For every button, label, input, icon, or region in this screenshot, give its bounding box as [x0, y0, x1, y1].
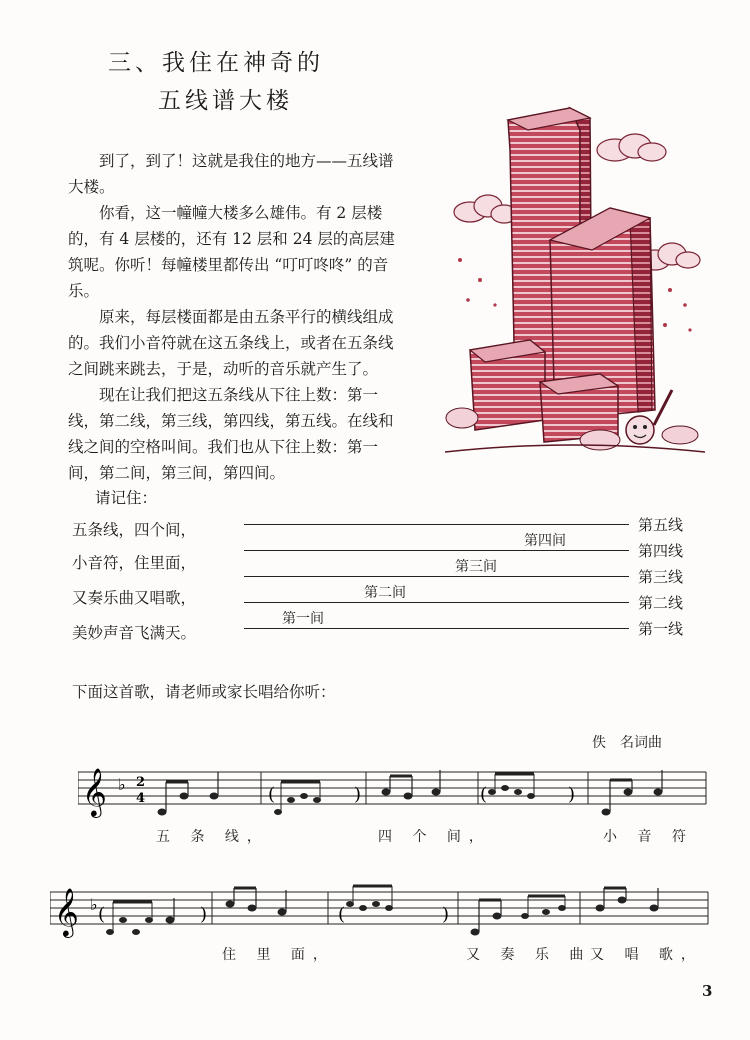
svg-text:𝄞: 𝄞: [54, 887, 79, 936]
poem-line-2: 小音符，住里面，: [72, 554, 197, 572]
time-sig-bottom: 4: [136, 791, 146, 806]
svg-text:): ): [568, 784, 576, 805]
space-label-2: 第二间: [364, 585, 406, 601]
line-label-3: 第三线: [638, 568, 684, 586]
lyric-1-1: 五 条 线，: [156, 829, 269, 845]
staff-line-3: [244, 576, 629, 577]
svg-text:): ): [200, 904, 208, 925]
title-line-2: 五线谱大楼: [158, 88, 293, 114]
space-label-4: 第四间: [524, 533, 566, 549]
svg-text:(: (: [338, 904, 346, 925]
space-label-1: 第一间: [282, 611, 324, 627]
lyric-1-2: 四 个 间，: [378, 829, 491, 845]
staff-line-2: [244, 602, 629, 603]
page-number: 3: [702, 982, 713, 1000]
poem-line-3: 又奏乐曲又唱歌，: [72, 589, 197, 607]
staff-line-1: [244, 628, 629, 629]
space-label-3: 第三间: [455, 559, 497, 575]
line-label-5: 第五线: [638, 516, 684, 534]
paragraph-2: 你看，这一幢幢大楼多么雄伟。有 2 层楼的，有 4 层楼的，还有 12 层和 24 层的高层建筑呢。你听！每幢楼里都传出 “叮叮咚咚” 的音乐。: [68, 204, 395, 300]
body-text: [68, 148, 403, 486]
treble-clef-icon: 𝄞: [82, 767, 107, 816]
poem-line-1: 五条线，四个间，: [72, 521, 197, 539]
line-label-1: 第一线: [638, 620, 684, 638]
svg-text:(: (: [480, 784, 488, 805]
paragraph-3: 原来，每层楼面都是由五条平行的横线组成的。我们小音符就在这五条线上，或者在五条线之间跳来跳去，于是，动听的音乐就产生了。: [68, 308, 394, 378]
line-label-2: 第二线: [638, 594, 684, 612]
time-sig-top: 2: [136, 775, 146, 790]
poem-line-4: 美妙声音飞满天。: [72, 624, 197, 642]
music-staff-row-2: [50, 880, 710, 940]
svg-text:): ): [442, 904, 450, 925]
paragraph-4: 现在让我们把这五条线从下往上数：第一线，第二线，第三线，第四线，第五线。在线和线之间的空格叫间。我们也从下往上数：第一间，第二间，第三间，第四间。: [68, 386, 394, 482]
remember-label: 请记住：: [95, 489, 158, 507]
staff-line-5: [244, 524, 629, 525]
building-illustration: [440, 90, 710, 460]
staff-line-4: [244, 550, 629, 551]
svg-text:♭: ♭: [90, 895, 98, 914]
flat-icon: ♭: [118, 775, 126, 794]
svg-text:(: (: [98, 904, 106, 925]
song-credit: 佚 名词曲: [592, 735, 662, 751]
svg-text:): ): [354, 784, 362, 805]
paragraph-1: 到了，到了！这就是我住的地方——五线谱大楼。: [68, 152, 394, 196]
music-staff-row-1: [78, 760, 708, 820]
title-line-1: 三、我住在神奇的: [108, 50, 324, 76]
line-label-4: 第四线: [638, 542, 684, 560]
lyric-2-1: 住 里 面，: [222, 947, 335, 963]
lyric-1-3: 小 音 符: [603, 829, 694, 845]
song-intro: 下面这首歌，请老师或家长唱给你听：: [72, 683, 336, 701]
lyric-2-2: 又 奏 乐 曲: [466, 947, 592, 963]
svg-text:(: (: [268, 784, 276, 805]
lyric-2-3: 又 唱 歌，: [590, 947, 703, 963]
